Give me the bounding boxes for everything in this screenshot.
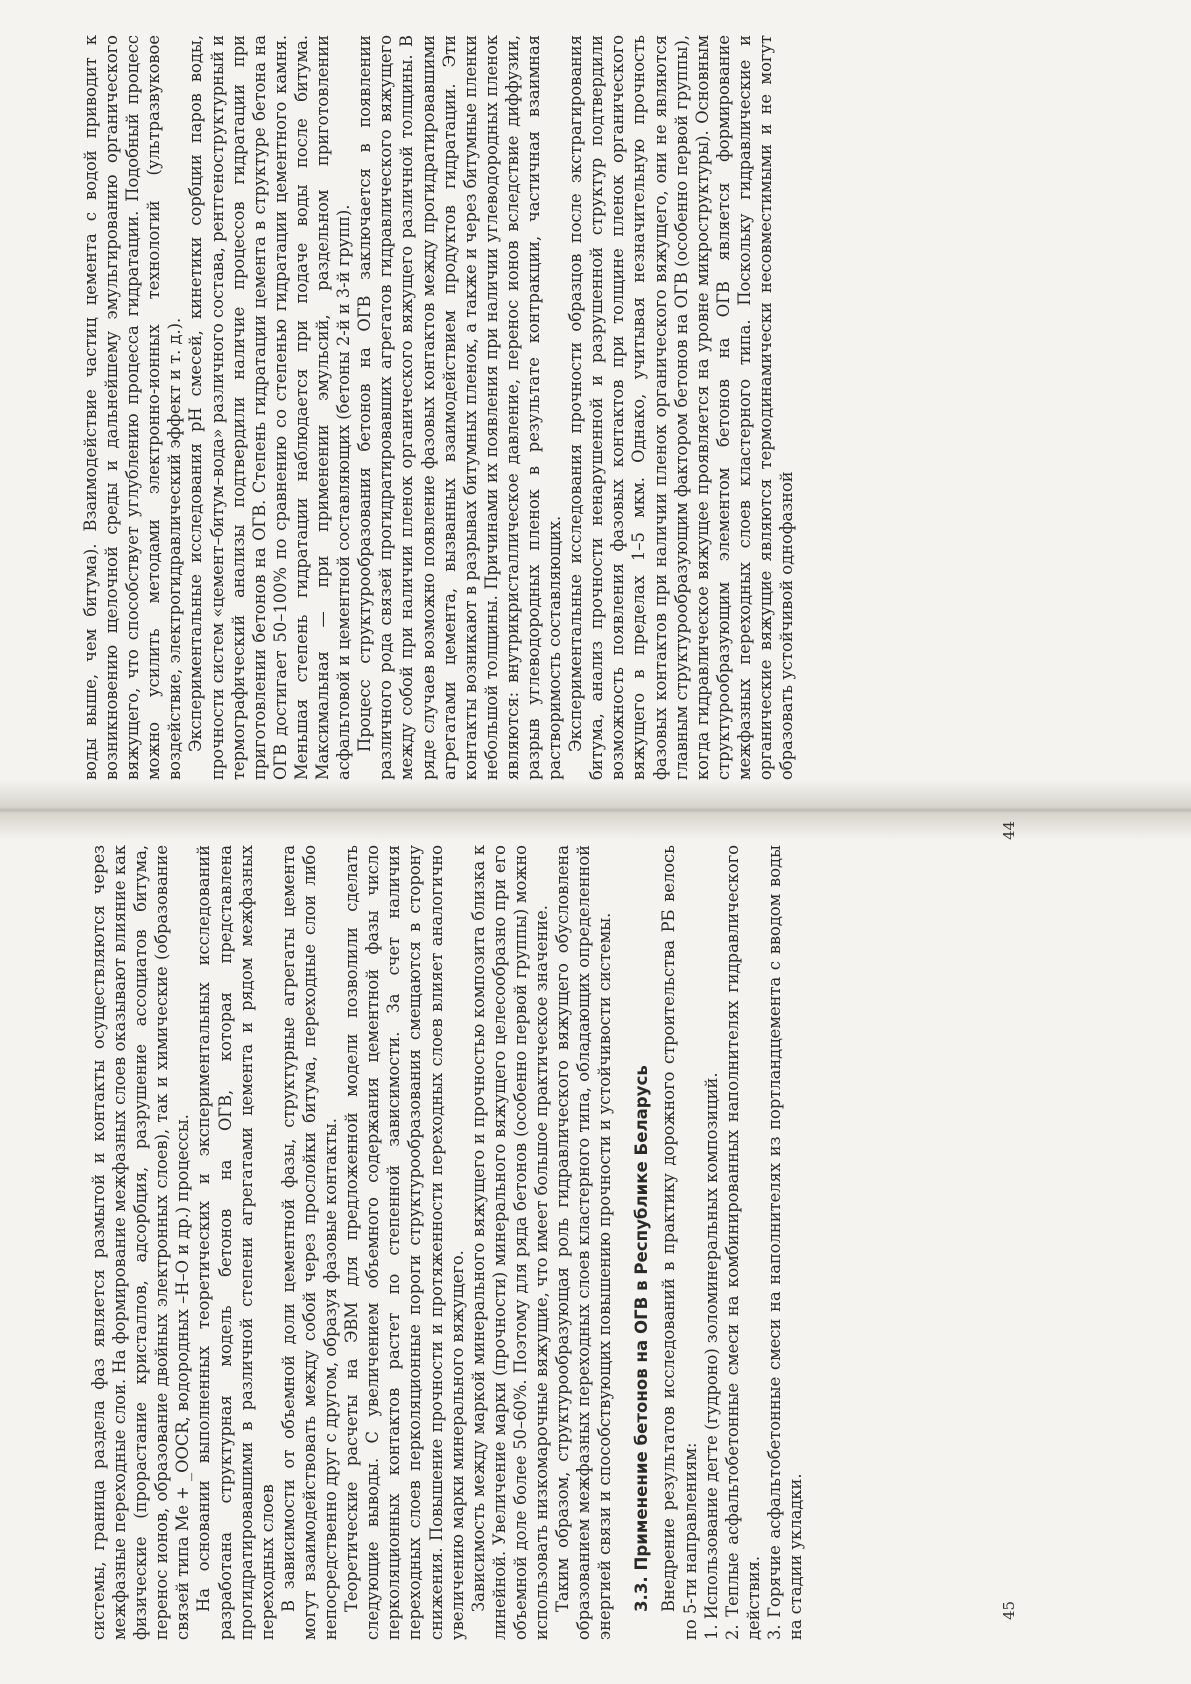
left-paragraph-2: Экспериментальные исследования pH смесей, кинетики сорбции паров воды, прочности систем «цемент–битум–вода» различного состава, рентгеноструктурный и термографический анализы подтвердили наличие процессов гидратации при приготовлении бетонов на ОГВ. Степень гидратации цемента в структуре бетона на ОГВ достигает 50–100% по сравнению со степенью гидратации цементного камня. Меньшая степень гидратации наблюдается при подаче воды после битума. Максимальная — при применении эмульсий, раздельном приготовлении асфальтовой и цементной составляющих (бетоны 2-й и 3-й групп). bbox=[186, 35, 354, 780]
right-paragraph-6: Таким образом, структурообразующая роль гидравлического вяжущего обусловлена образованием межфазных переходных слоев кластерного типа, обладающих определенной энергией связи и способствующих повышению прочности и устойчивости системы. bbox=[553, 845, 615, 1640]
right-page-number: 45 bbox=[1000, 1600, 1018, 1620]
right-paragraph-5: Зависимость между маркой минерального вяжущего и прочностью композита близка к линейной. Увеличение марки (прочности) минерального вяжущего целесообразно при его объемной доле более 50–60%. Поэтому для ряда бетонов (особенно первой группы) можно использовать низкомарочные вяжущие, что имеет большое практическое значение. bbox=[468, 845, 551, 1640]
right-paragraph-3: В зависимости от объемной доли цементной фазы, структурные агрегаты цемента могут взаимодействовать между собой через прослойки битума, переходные слои либо непосредственно друг с другом, образуя фазовые контакты. bbox=[278, 845, 341, 1640]
left-paragraph-4: Экспериментальные исследования прочности образцов после экстрагирования битума, анализ прочности ненарушенной и разрушенной структур подтвердили возможность появления фазовых контактов при толщине пленок органического вяжущего в пределах 1–5 мкм. Однако, учитывая незначительную прочность фазовых контактов при наличии пленок органического вяжущего, они не являются главным структурообразующим фактором бетонов на ОГВ (особенно первой группы), когда гидравлическое вяжущее проявляется на уровне микроструктуры). Основным структурообразующим элементом бетонов на ОГВ является формирование межфазных переходных слоев кластерного типа. Поскольку гидравлические и органические вяжущие являются термодинамически несовместимыми и не могут образовать устойчивой однофазной bbox=[566, 35, 797, 780]
left-page-text bbox=[80, 35, 797, 780]
right-page-text bbox=[88, 845, 806, 1640]
list-item-3: 3. Горячие асфальтобетонные смеси на наполнителях из портландцемента с вводом воды на стадии укладки. bbox=[764, 845, 805, 1640]
section-intro: Внедрение результатов исследований в практику дорожного строительства РБ велось по 5-ти направлениям: bbox=[659, 845, 700, 1640]
section-heading: 3.3. Применение бетонов на ОГВ в Республике Беларусь bbox=[632, 1065, 652, 1612]
left-paragraph-1: воды выше, чем битума). Взаимодействие частиц цемента с водой приводит к возникновению щелочной среды и дальнейшему эмульгированию органического вяжущего, что способствует углублению процесса гидратации. Подобный процесс можно усилить методами электронно-ионных технологий (ультразвуковое воздействие, электрогидравлический эффект и т. д.). bbox=[81, 35, 185, 780]
right-paragraph-1: системы, граница раздела фаз является размытой и контакты осуществляются через межфазные переходные слои. На формирование межфазных слоев оказывают влияние как физические (прорастание кристаллов, адсорбция, разрушение ассоциатов битума, перенос ионов, образование двойных электронных слоев), так и химические (образование связей типа Me + _OOCR, водородных –H–O и др.) процессы. bbox=[89, 845, 193, 1640]
left-page-number: 44 bbox=[1000, 820, 1018, 840]
left-paragraph-3: Процесс структурообразования бетонов на ОГВ заключается в появлении различного рода связей прогидратировавших агрегатов гидравлического вяжущего между собой при наличии пленок органического вяжущего различной толщины. В ряде случаев возможно появление фазовых контактов между прогидратировавшими агрегатами цемента, вызванных взаимодействием продуктов гидратации. Эти контакты возникают в разрывах битумных пленок, а также и через битумные пленки небольшой толщины. Причинами их появления при наличии углеводородных пленок являются: внутрикристаллическое давление, перенос ионов вследствие диффузии, разрыв углеводородных пленок в результате контракции, частичная взаимная растворимость составляющих. bbox=[355, 35, 565, 780]
list-item-1: 1. Использование дегте (гудроно) золоминеральных композиций. bbox=[701, 1072, 721, 1640]
list-item-2: 2. Теплые асфальтобетонные смеси на комбинированных наполнителях гидравлического действия. bbox=[722, 845, 763, 1640]
right-paragraph-4: Теоретические расчеты на ЭВМ для предложенной модели позволили сделать следующие выводы. С увеличением объемного содержания цементной фазы число перколяционных контактов растет по степенной зависимости. За счет наличия переходных слоев перколяционные пороги структурообразования смещаются в сторону снижения. Повышение прочности и протяженности переходных слоев влияет аналогично увеличению марки минерального вяжущего. bbox=[342, 845, 467, 1640]
right-paragraph-2: На основании выполненных теоретических и экспериментальных исследований разработана структурная модель бетонов на ОГВ, которая представлена прогидратировавшими в различной степени агрегатами цемента и рядом межфазных переходных слоев bbox=[194, 845, 277, 1640]
